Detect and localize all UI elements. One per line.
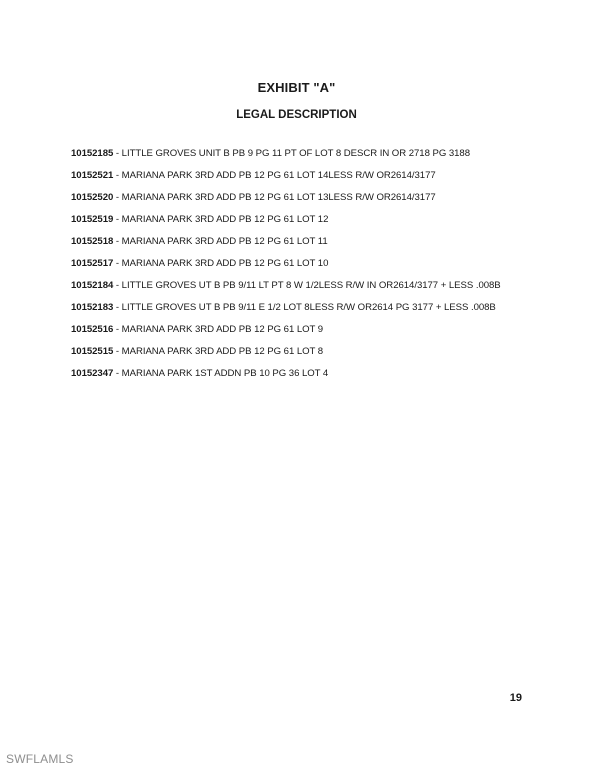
parcel-number: 10152347 [71, 368, 114, 379]
legal-description-list [71, 148, 526, 390]
parcel-number: 10152515 [71, 346, 114, 357]
parcel-number: 10152521 [71, 170, 114, 181]
legal-description-entry [71, 192, 526, 205]
legal-description-entry [71, 280, 526, 293]
exhibit-title: EXHIBIT "A" [257, 80, 336, 95]
parcel-description: - MARIANA PARK 3RD ADD PB 12 PG 61 LOT 13LESS R/W OR2614/3177 [113, 192, 436, 203]
parcel-description: - MARIANA PARK 3RD ADD PB 12 PG 61 LOT 12 [113, 214, 329, 225]
parcel-number: 10152183 [71, 302, 114, 313]
parcel-description: - MARIANA PARK 1ST ADDN PB 10 PG 36 LOT 4 [113, 368, 329, 379]
parcel-number: 10152516 [71, 324, 114, 335]
parcel-description: - MARIANA PARK 3RD ADD PB 12 PG 61 LOT 14LESS R/W OR2614/3177 [113, 170, 436, 181]
legal-description-entry [71, 324, 526, 337]
page-number: 19 [509, 692, 522, 704]
parcel-description: - MARIANA PARK 3RD ADD PB 12 PG 61 LOT 8 [113, 346, 324, 357]
parcel-description: - LITTLE GROVES UT B PB 9/11 LT PT 8 W 1/2LESS R/W IN OR2614/3177 + LESS .008B [113, 280, 501, 291]
parcel-description: - MARIANA PARK 3RD ADD PB 12 PG 61 LOT 10 [113, 258, 329, 269]
legal-description-heading: LEGAL DESCRIPTION [236, 109, 357, 121]
parcel-number: 10152185 [71, 148, 114, 159]
legal-description-entry [71, 148, 526, 161]
legal-description-entry [71, 346, 526, 359]
legal-description-entry [71, 368, 526, 381]
parcel-description: - LITTLE GROVES UNIT B PB 9 PG 11 PT OF LOT 8 DESCR IN OR 2718 PG 3188 [113, 148, 470, 159]
parcel-description: - LITTLE GROVES UT B PB 9/11 E 1/2 LOT 8LESS R/W OR2614 PG 3177 + LESS .008B [113, 302, 496, 313]
parcel-number: 10152519 [71, 214, 114, 225]
parcel-number: 10152517 [71, 258, 114, 269]
legal-description-entry [71, 302, 526, 315]
legal-description-entry [71, 170, 526, 183]
parcel-number: 10152184 [71, 280, 114, 291]
parcel-number: 10152520 [71, 192, 114, 203]
mls-watermark: SWFLAMLS [6, 752, 74, 766]
parcel-number: 10152518 [71, 236, 114, 247]
legal-description-entry [71, 236, 526, 249]
parcel-description: - MARIANA PARK 3RD ADD PB 12 PG 61 LOT 9 [113, 324, 324, 335]
legal-description-entry [71, 214, 526, 227]
parcel-description: - MARIANA PARK 3RD ADD PB 12 PG 61 LOT 11 [113, 236, 328, 247]
legal-description-entry [71, 258, 526, 271]
